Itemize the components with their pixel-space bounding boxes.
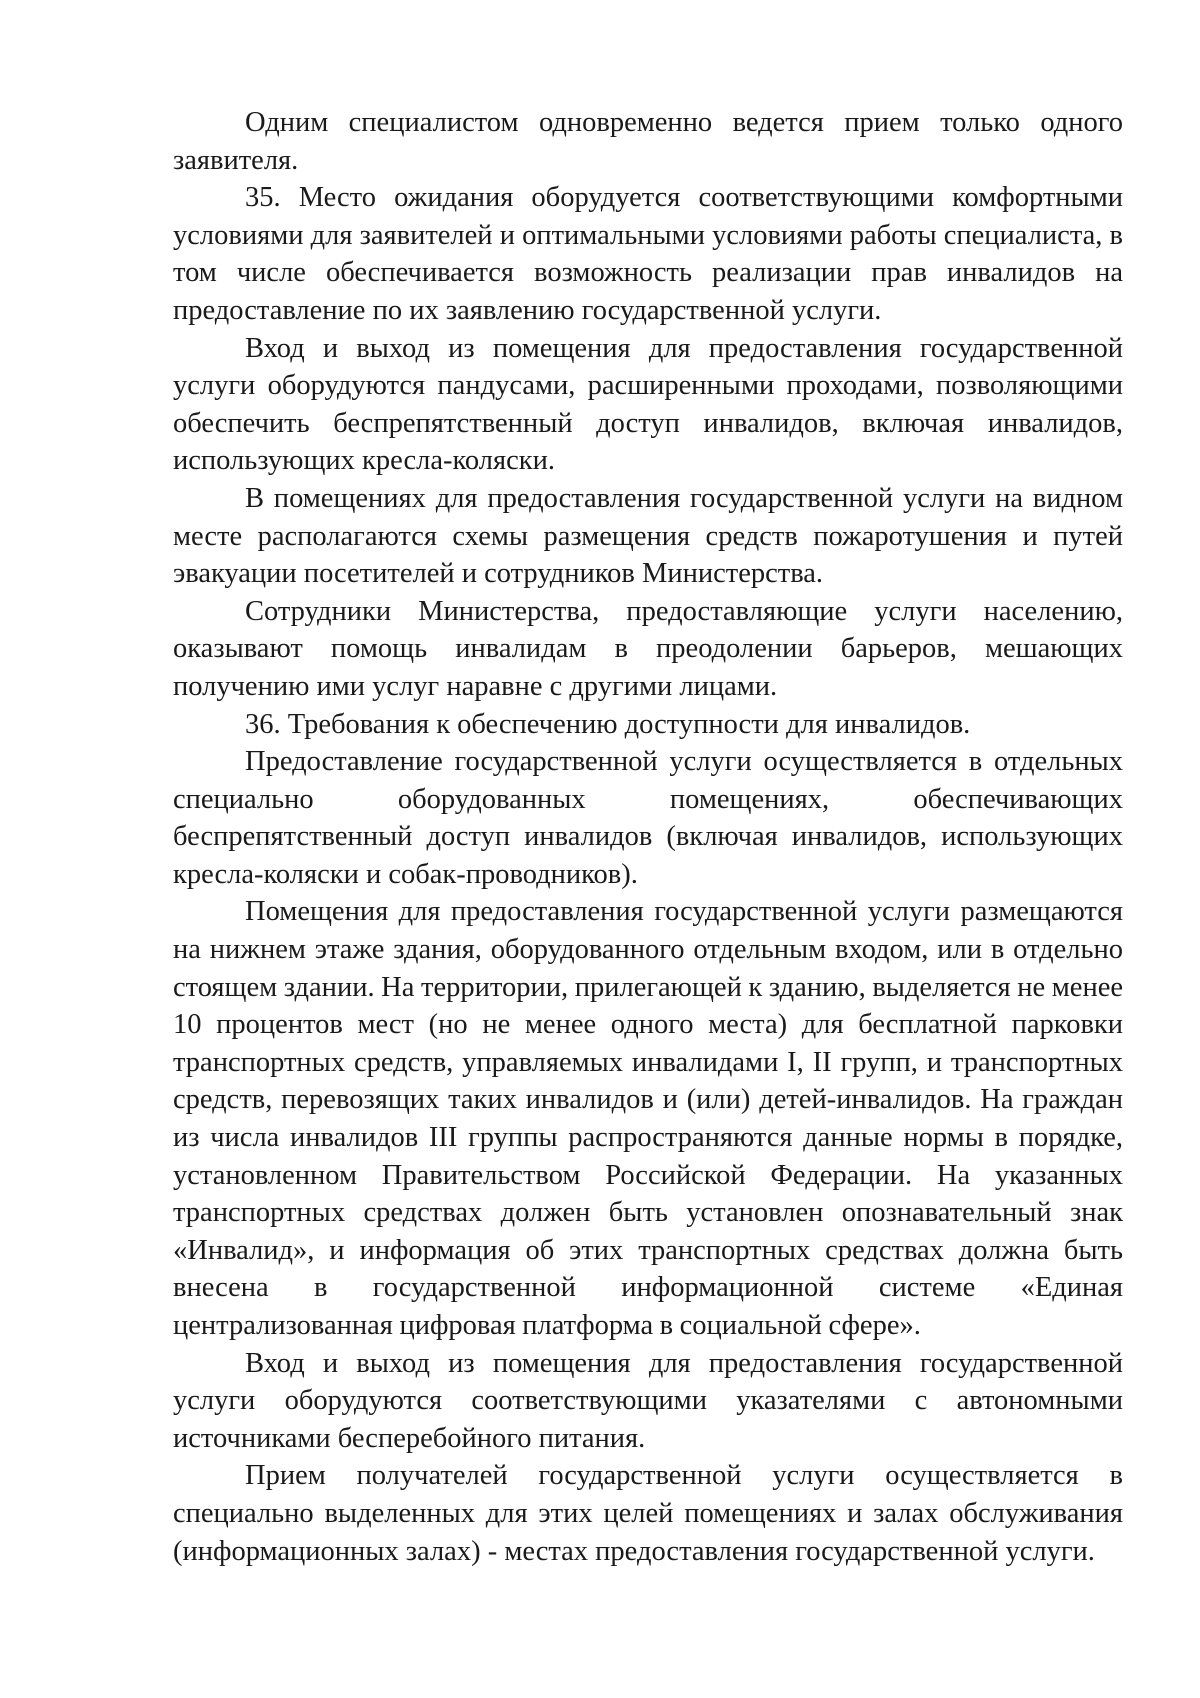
- paragraph-service-halls: Прием получателей государственной услуги осуществляется в специально выделенных для этих целей помещениях и залах обслуживания (информационных залах) - местах предоставления государственной услуги.: [173, 1460, 1123, 1567]
- paragraph-parking-requirements: Помещения для предоставления государственной услуги размещаются на нижнем этаже здания, оборудованного отдельным входом, или в отдельно стоящем здании. На территории, прилегающей к зданию, выделяется не менее 10 процентов мест (но не менее одного места) для бесплатной парковки транспортных средств, управляемых инвалидами I, II групп, и транспортных средств, перевозящих таких инвалидов и (или) детей-инвалидов. На граждан из числа инвалидов III группы распространяются данные нормы в порядке, установленном Правительством Российской Федерации. На указанных транспортных средствах должен быть установлен опознавательный знак «Инвалид», и информация об этих транспортных средствах должна быть внесена в государственной информационной системе «Единая централизованная цифровая платформа в социальной сфере».: [173, 896, 1123, 1341]
- paragraph-signage-power: Вход и выход из помещения для предоставления государственной услуги оборудуются соответствующими указателями с автономными источниками бесперебойного питания.: [173, 1347, 1123, 1454]
- paragraph-36-accessibility-heading: 36. Требования к обеспечению доступности для инвалидов.: [245, 708, 971, 740]
- paragraph-equipped-premises: Предоставление государственной услуги осуществляется в отдельных специально оборудованных помещениях, обеспечивающих беспрепятственный доступ инвалидов (включая инвалидов, использующих кресла-коляски и собак-проводников).: [173, 746, 1123, 890]
- document-page: [173, 104, 1123, 1570]
- paragraph-entrance-ramps: Вход и выход из помещения для предоставления государственной услуги оборудуются пандусами, расширенными проходами, позволяющими обеспечить беспрепятственный доступ инвалидов, включая инвалидов, использующих кресла-коляски.: [173, 332, 1123, 477]
- paragraph-staff-assistance: Сотрудники Министерства, предоставляющие услуги населению, оказывают помощь инвалидам в преодолении барьеров, мешающих получению ими услуг наравне с другими лицами.: [173, 595, 1123, 702]
- paragraph-reception-one-applicant: Одним специалистом одновременно ведется прием только одного заявителя.: [173, 107, 1123, 176]
- paragraph-evacuation-schemes: В помещениях для предоставления государственной услуги на видном месте располагаются схемы размещения средств пожаротушения и путей эвакуации посетителей и сотрудников Министерства.: [173, 482, 1123, 590]
- paragraph-35-waiting-area: 35. Место ожидания оборудуется соответствующими комфортными условиями для заявителей и оптимальными условиями работы специалиста, в том числе обеспечивается возможность реализации прав инвалидов на предоставление по их заявлению государственной услуги.: [173, 182, 1123, 326]
